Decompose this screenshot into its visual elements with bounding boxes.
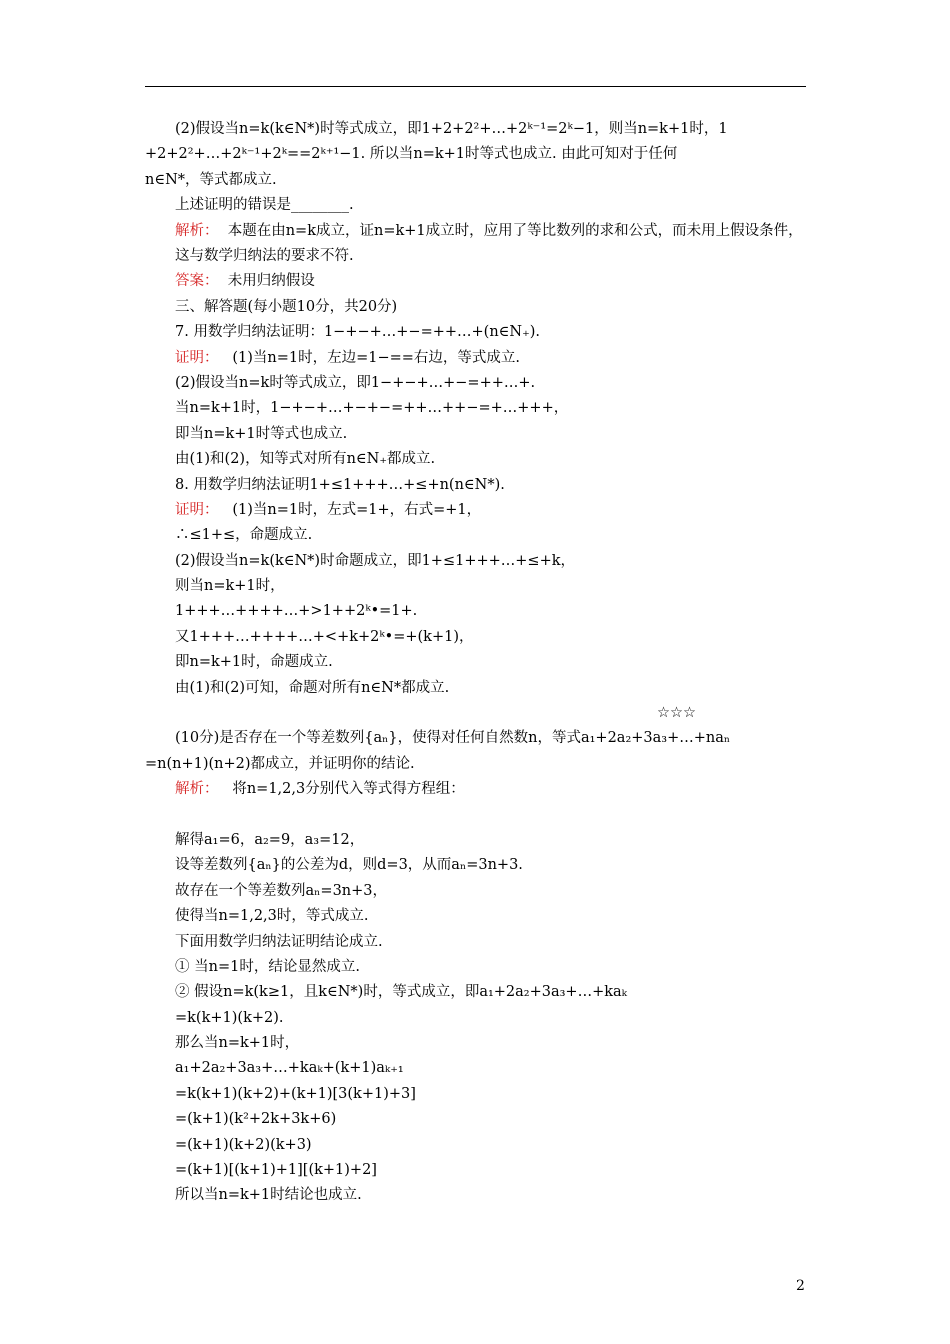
q9-step-11: =k(k+1)(k+2)+(k+1)[3(k+1)+3] [175,1085,416,1102]
q7-step-2: (2)假设当n=k时等式成立，即1−+−+…+−=++…+. [175,374,536,391]
q8-step-8: 由(1)和(2)可知，命题对所有n∈N*都成立. [175,679,450,696]
page-body [145,117,806,1209]
q7-stem: 7. 用数学归纳法证明：1−+−+…+−=++…+(n∈N₊). [175,324,540,341]
q9-step-4: 使得当n=1,2,3时，等式成立. [175,908,369,925]
q9-step-10: a₁+2a₂+3a₃+…+kaₖ+(k+1)aₖ₊₁ [175,1060,404,1077]
q9-analysis-text: 将n=1,2,3分别代入等式得方程组： [232,781,465,798]
q8-step-3: (2)假设当n=k(k∈N*)时命题成立，即1+≤1+++…+≤+k， [175,552,576,569]
q9-stem-1: (10分)是否存在一个等差数列{aₙ}，使得对任何自然数n，等式a₁+2a₂+3a₃+…+naₙ [175,730,731,747]
q8-step-4: 则当n=k+1时， [175,578,285,595]
page-number: 2 [796,1278,805,1294]
p6-analysis [145,219,806,270]
q7-step-4: 即当n=k+1时等式也成立. [175,425,348,442]
q9-step-14: =(k+1)[(k+1)+1][(k+1)+2] [175,1162,377,1179]
analysis-label: 解析： [175,781,219,798]
answer-label: 答案： [175,273,219,290]
p6-line-2: +2+2²+…+2ᵏ⁻¹+2ᵏ==2ᵏ⁺¹−1. 所以当n=k+1时等式也成立. 由此可知对于任何 [145,146,678,163]
q9-step-13: =(k+1)(k+2)(k+3) [175,1136,312,1153]
analysis-label: 解析： [175,222,219,239]
q8-step-5: 1+++…++++…+>1++2ᵏ•=1+. [175,603,418,620]
q9-step-12: =(k+1)(k²+2k+3k+6) [175,1111,337,1128]
p6-question: 上述证明的错误是________. [175,197,354,214]
q9-step-9: 那么当n=k+1时， [175,1035,300,1052]
analysis-text: 本题在由n=k成立，证n=k+1成立时，应用了等比数列的求和公式，而未用上假设条件，这与数学归纳法的要求不符. [175,222,803,264]
q7-step-1-text: (1)当n=1时，左边=1−==右边，等式成立. [232,349,521,366]
q9-step-6: ① 当n=1时，结论显然成立. [175,958,360,975]
q9-step-3: 故存在一个等差数列aₙ=3n+3， [175,882,388,899]
equation-gap [145,803,806,828]
star-divider: ☆☆☆ [657,705,696,722]
q9-step-7: ② 假设n=k(k≥1，且k∈N*)时，等式成立，即a₁+2a₂+3a₃+…+kaₖ [175,984,627,1001]
q7-step-5: 由(1)和(2)，知等式对所有n∈N₊都成立. [175,451,436,468]
q8-step-1 [145,498,806,523]
p6-line-1: (2)假设当n=k(k∈N*)时等式成立，即1+2+2²+…+2ᵏ⁻¹=2ᵏ−1，则当n=k+1时，1 [175,121,728,137]
proof-label: 证明： [175,349,219,366]
q9-stem-2: =n(n+1)(n+2)都成立，并证明你的结论. [145,755,415,772]
q8-stem: 8. 用数学归纳法证明1+≤1+++…+≤+n(n∈N*). [175,476,505,493]
proof-label: 证明： [175,501,219,518]
section-heading: 三、解答题(每小题10分，共20分) [175,298,398,315]
q9-analysis [145,777,806,802]
answer-text: 未用归纳假设 [227,273,315,290]
q8-step-6: 又1+++…++++…+<+k+2ᵏ•=+(k+1)， [175,628,474,645]
q9-step-2: 设等差数列{aₙ}的公差为d，则d=3，从而aₙ=3n+3. [175,857,523,874]
q9-step-8: =k(k+1)(k+2). [175,1009,284,1026]
q8-step-2: ∴≤1+≤，命题成立. [175,527,313,544]
q7-step-3: 当n=k+1时，1−+−+…+−+−=++…++−=+…+++， [175,400,569,417]
q9-step-1: 解得a₁=6，a₂=9，a₃=12， [175,831,365,848]
q9-step-5: 下面用数学归纳法证明结论成立. [175,933,383,950]
q7-step-1 [145,346,806,371]
q9-step-15: 所以当n=k+1时结论也成立. [175,1187,362,1204]
q8-step-1-text: (1)当n=1时，左式=1+，右式=+1， [232,501,482,518]
header-rule [145,86,806,87]
q8-step-7: 即n=k+1时，命题成立. [175,654,333,671]
p6-answer [145,269,806,294]
p6-line-3: n∈N*，等式都成立. [145,171,277,188]
